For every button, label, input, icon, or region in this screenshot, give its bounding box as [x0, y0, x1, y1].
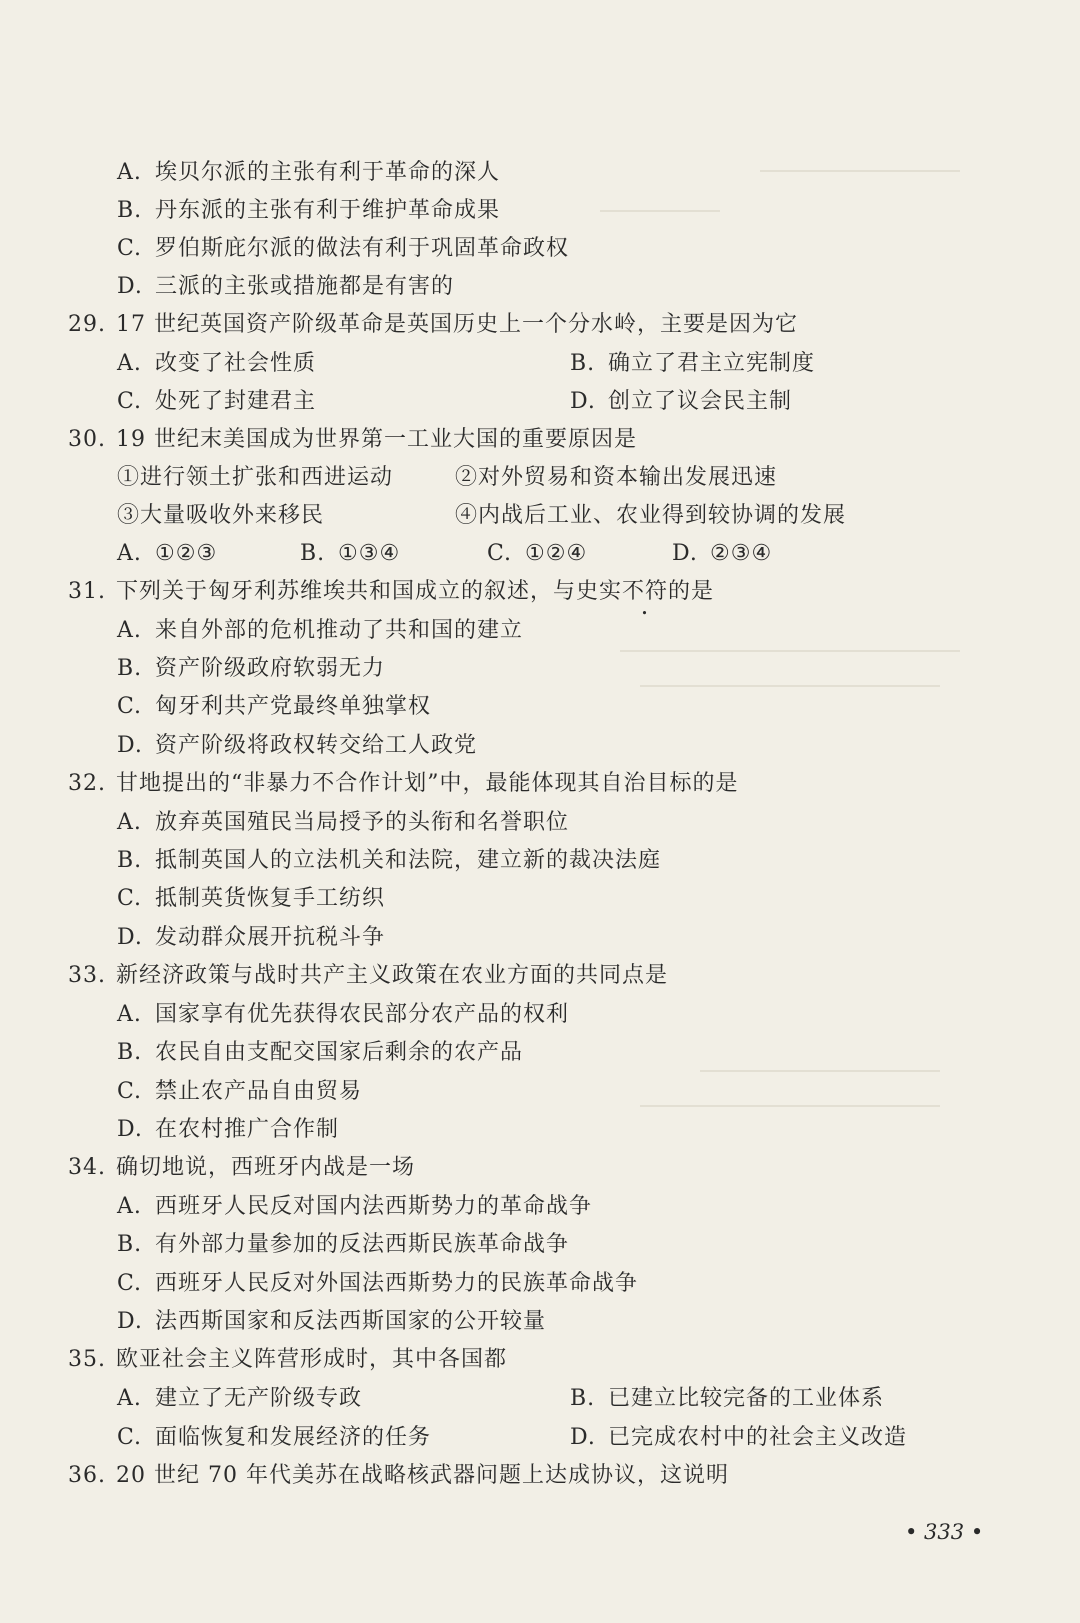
q33-option-d: D. 在农村推广合作制: [117, 1117, 340, 1142]
q33-option-a: A. 国家享有优先获得农民部分农产品的权利: [117, 1002, 570, 1027]
q29-option-c: C. 处死了封建君主: [117, 389, 317, 414]
q36-stem: 36. 20 世纪 70 年代美苏在战略核武器问题上达成协议，这说明: [68, 1463, 729, 1488]
q30-stem: 30. 19 世纪末美国成为世界第一工业大国的重要原因是: [68, 427, 637, 452]
q31-stem: 31. 下列关于匈牙利苏维埃共和国成立的叙述，与史实不符的是: [68, 579, 715, 604]
q33-option-c: C. 禁止农产品自由贸易: [117, 1079, 363, 1104]
q29-option-a: A. 改变了社会性质: [117, 351, 317, 376]
q28-option-c: C. 罗伯斯庇尔派的做法有利于巩固革命政权: [117, 236, 570, 261]
q34-option-a: A. 西班牙人民反对国内法西斯势力的革命战争: [117, 1194, 593, 1219]
q32-option-d: D. 发动群众展开抗税斗争: [117, 925, 386, 950]
q32-option-b: B. 抵制英国人的立法机关和法院，建立新的裁决法庭: [117, 848, 662, 873]
q31-option-d: D. 资产阶级将政权转交给工人政党: [117, 733, 478, 758]
emphasis-text: 不符: [622, 579, 669, 604]
q29-option-d: D. 创立了议会民主制: [570, 389, 793, 414]
q28-option-d: D. 三派的主张或措施都是有害的: [117, 274, 455, 299]
q30-item-4: ④内战后工业、农业得到较协调的发展: [455, 503, 847, 528]
q31-option-c: C. 匈牙利共产党最终单独掌权: [117, 694, 432, 719]
q30-option-d: D. ②③④: [672, 541, 773, 566]
q33-stem: 33. 新经济政策与战时共产主义政策在农业方面的共同点是: [68, 963, 669, 988]
q30-option-c: C. ①②④: [487, 541, 588, 566]
q35-option-b: B. 已建立比较完备的工业体系: [570, 1386, 885, 1411]
q34-option-b: B. 有外部力量参加的反法西斯民族革命战争: [117, 1232, 570, 1257]
q30-item-2: ②对外贸易和资本输出发展迅速: [455, 465, 778, 490]
q28-option-b: B. 丹东派的主张有利于维护革命成果: [117, 198, 501, 223]
q34-stem: 34. 确切地说，西班牙内战是一场: [68, 1155, 416, 1180]
q34-option-d: D. 法西斯国家和反法西斯国家的公开较量: [117, 1309, 547, 1334]
q35-option-c: C. 面临恢复和发展经济的任务: [117, 1425, 432, 1450]
q35-option-d: D. 已完成农村中的社会主义改造: [570, 1425, 908, 1450]
page-number: • 333 •: [905, 1520, 984, 1544]
q32-stem: 32. 甘地提出的“非暴力不合作计划”中，最能体现其自治目标的是: [68, 771, 739, 796]
q33-option-b: B. 农民自由支配交国家后剩余的农产品: [117, 1040, 524, 1065]
q35-option-a: A. 建立了无产阶级专政: [117, 1386, 363, 1411]
q29-option-b: B. 确立了君主立宪制度: [570, 351, 816, 376]
q30-item-3: ③大量吸收外来移民: [117, 503, 325, 528]
q29-stem: 29. 17 世纪英国资产阶级革命是英国历史上一个分水岭，主要是因为它: [68, 312, 798, 337]
q32-option-a: A. 放弃英国殖民当局授予的头衔和名誉职位: [117, 810, 570, 835]
q34-option-c: C. 西班牙人民反对外国法西斯势力的民族革命战争: [117, 1271, 639, 1296]
q30-item-1: ①进行领土扩张和西进运动: [117, 465, 394, 490]
q31-option-a: A. 来自外部的危机推动了共和国的建立: [117, 618, 524, 643]
q32-option-c: C. 抵制英货恢复手工纺织: [117, 886, 386, 911]
q30-option-b: B. ①③④: [300, 541, 401, 566]
q30-option-a: A. ①②③: [117, 541, 218, 566]
q35-stem: 35. 欧亚社会主义阵营形成时，其中各国都: [68, 1347, 508, 1372]
q31-option-b: B. 资产阶级政府软弱无力: [117, 656, 386, 681]
q28-option-a: A. 埃贝尔派的主张有利于革命的深人: [117, 160, 501, 185]
